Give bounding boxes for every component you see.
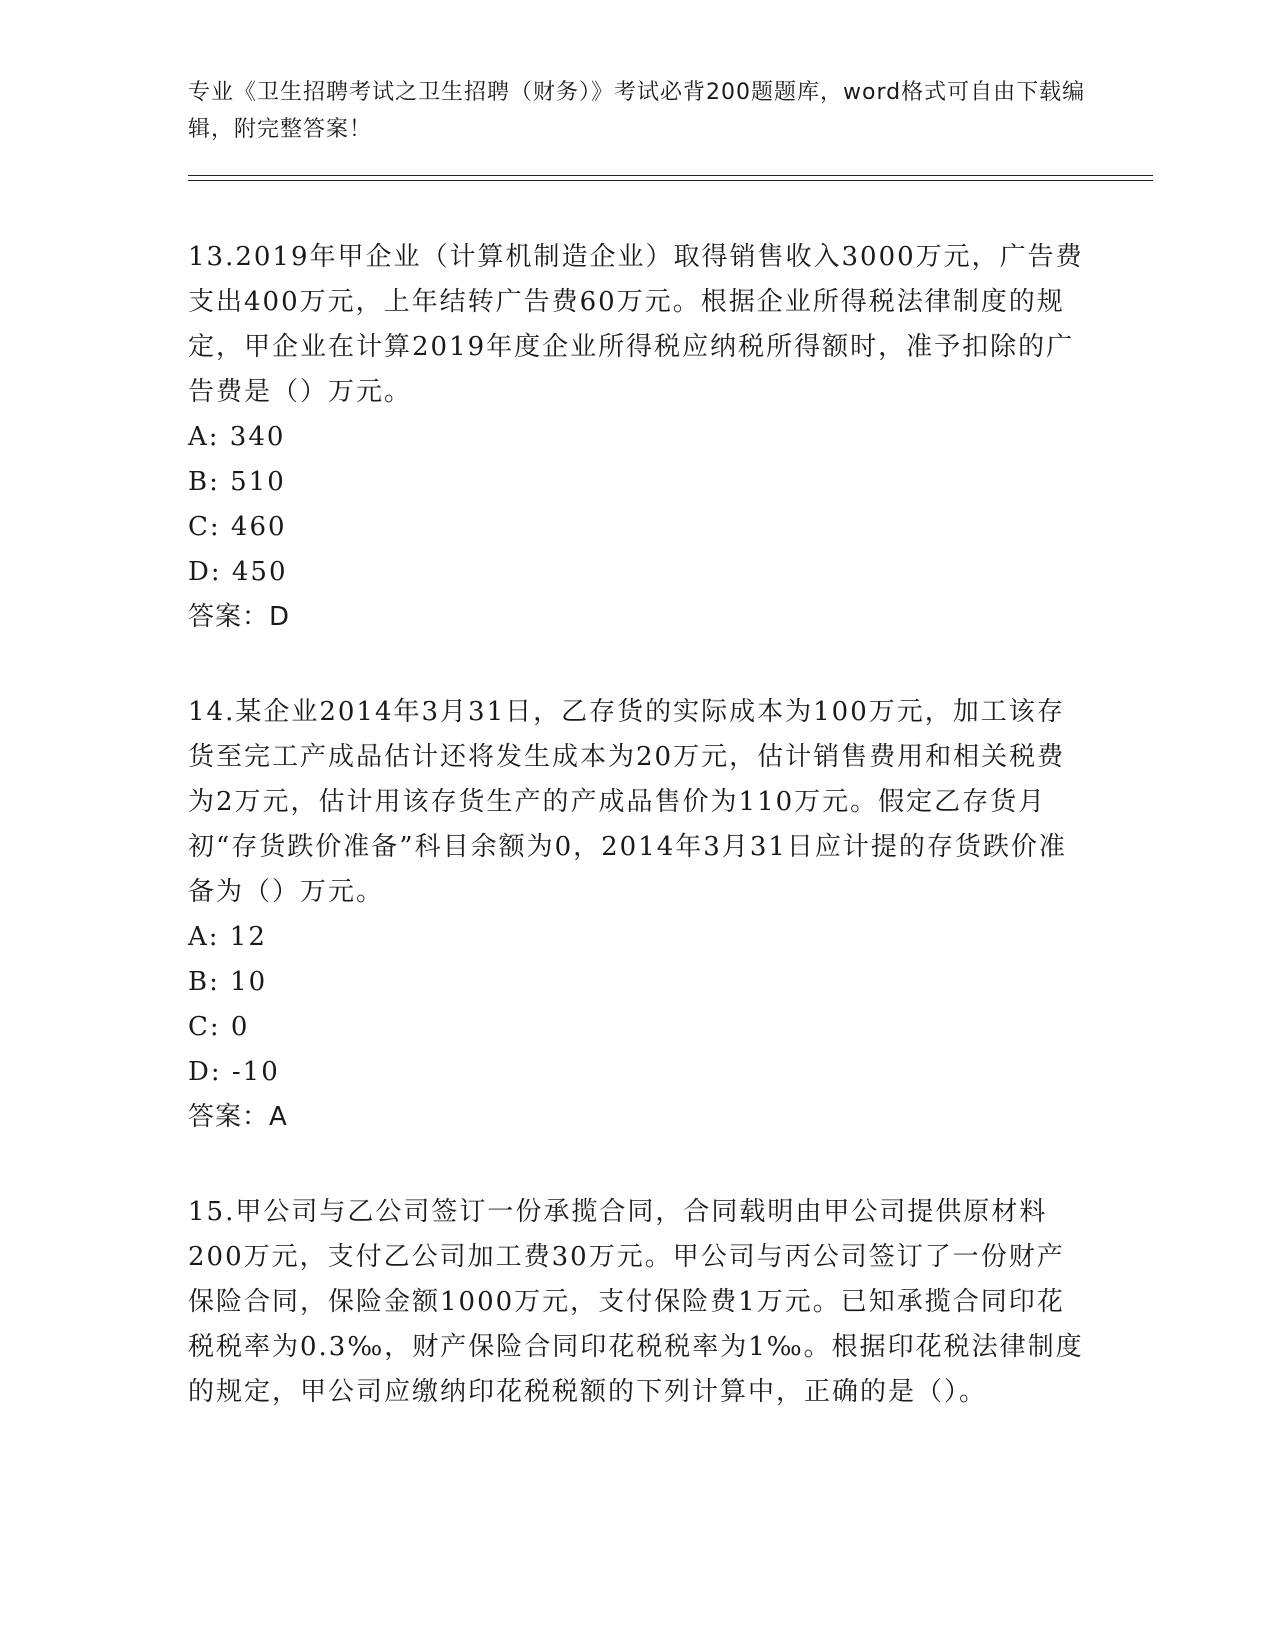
option-b: B: 510 <box>188 467 286 497</box>
option-c: C: 460 <box>188 512 287 542</box>
option-a: A: 12 <box>188 922 267 952</box>
question-stem: 15.甲公司与乙公司签订一份承揽合同，合同载明由甲公司提供原材料200万元，支付乙公司加工费30万元。甲公司与丙公司签订了一份财产保险合同，保险金额1000万元，支付保险费1万元。已知承揽合同印花税税率为0.3‰，财产保险合同印花税税率为1‰。根据印花税法律制度的规定，甲公司应缴纳印花税税额的下列计算中，正确的是（）。 <box>188 1197 1084 1407</box>
answer: 答案：D <box>188 602 291 632</box>
option-d: D: 450 <box>188 557 288 587</box>
question-stem: 13.2019年甲企业（计算机制造企业）取得销售收入3000万元，广告费支出400万元，上年结转广告费60万元。根据企业所得税法律制度的规定，甲企业在计算2019年度企业所得税应纳税所得额时，准予扣除的广告费是（）万元。 <box>188 242 1084 407</box>
header-divider-bottom <box>188 180 1153 181</box>
document-header <box>188 74 1088 148</box>
option-a: A: 340 <box>188 422 286 452</box>
question-14 <box>188 690 1088 1140</box>
option-b: B: 10 <box>188 967 268 997</box>
header-title: 专业《卫生招聘考试之卫生招聘（财务）》考试必背200题题库，word格式可自由下载编辑，附完整答案！ <box>188 80 1086 142</box>
option-d: D: -10 <box>188 1057 280 1087</box>
option-c: C: 0 <box>188 1012 250 1042</box>
header-divider-top <box>188 175 1153 176</box>
question-stem: 14.某企业2014年3月31日，乙存货的实际成本为100万元，加工该存货至完工产成品估计还将发生成本为20万元，估计销售费用和相关税费为2万元，估计用该存货生产的产成品售价为110万元。假定乙存货月初“存货跌价准备”科目余额为0，2014年3月31日应计提的存货跌价准备为（）万元。 <box>188 697 1067 907</box>
question-13 <box>188 235 1088 640</box>
answer: 答案：A <box>188 1102 288 1132</box>
question-15 <box>188 1190 1088 1415</box>
